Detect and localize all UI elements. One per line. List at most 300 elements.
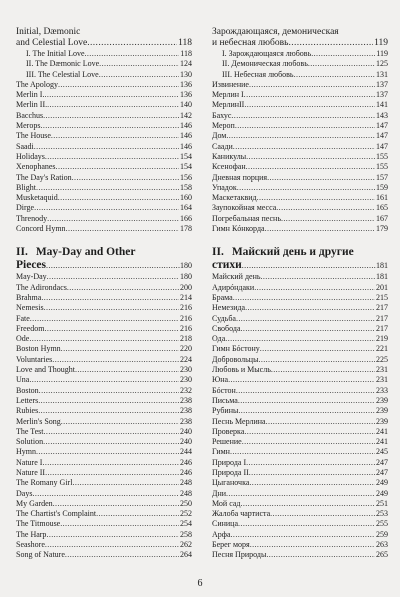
dot-leader — [46, 530, 179, 540]
toc-entry — [212, 303, 388, 313]
toc-entry — [212, 344, 388, 354]
toc-entry-page: 245 — [376, 447, 388, 457]
toc-entry-title: Рубины — [212, 406, 239, 416]
toc-entry — [212, 478, 388, 488]
dot-leader — [47, 272, 179, 282]
toc-entry-title: The Apology — [16, 79, 58, 89]
toc-entry-page: 142 — [180, 110, 192, 120]
toc-entry-page: 136 — [180, 79, 192, 89]
toc-entry — [16, 499, 192, 509]
toc-entry-title: The Romany Girl — [16, 478, 73, 488]
toc-entry-title: Ксенофан — [212, 162, 246, 172]
toc-entry-page: 246 — [180, 467, 192, 477]
toc-entry — [16, 344, 192, 354]
dot-leader — [231, 111, 375, 121]
toc-entry — [16, 131, 192, 141]
dot-leader — [244, 427, 375, 437]
dot-leader — [44, 90, 179, 100]
toc-entry — [212, 183, 388, 193]
toc-entry — [16, 509, 192, 519]
toc-entry-title: II. The Dæmonic Love — [26, 59, 100, 69]
dot-leader — [238, 519, 375, 529]
dot-leader — [56, 162, 179, 172]
toc-entry-page: 161 — [376, 193, 388, 203]
toc-entry — [16, 489, 192, 499]
toc-entry-title: Rubies — [16, 406, 39, 416]
toc-entry-page: 137 — [376, 79, 388, 89]
toc-entry — [212, 162, 388, 172]
toc-entry-title: Судьба — [212, 313, 236, 323]
dot-leader — [238, 396, 375, 406]
dot-leader — [96, 509, 179, 519]
toc-entry — [212, 365, 388, 375]
dot-leader — [44, 324, 179, 334]
dot-leader — [233, 142, 375, 152]
toc-entry — [16, 183, 192, 193]
toc-entry-title: Дом — [212, 131, 227, 141]
toc-entry-page: 146 — [180, 131, 192, 141]
toc-entry — [16, 214, 192, 224]
toc-entry-title: Природа II — [212, 467, 249, 477]
toc-entry — [16, 303, 192, 313]
toc-entry-title: Дневная порция — [212, 172, 268, 182]
toc-entry-page: 224 — [180, 354, 192, 364]
dot-leader — [61, 344, 179, 354]
toc-entry — [16, 478, 192, 488]
toc-entry-title: Песнь Мерлина — [212, 416, 266, 426]
toc-entry — [212, 142, 388, 152]
toc-entry-title: II. Демоническая любовь — [222, 59, 308, 69]
toc-entry — [212, 437, 388, 447]
toc-entry-page: 178 — [180, 224, 192, 234]
toc-entry-title: Мероп — [212, 121, 235, 131]
toc-entry-title: I. Зарождающаяся любовь — [222, 49, 312, 58]
dot-leader — [65, 550, 179, 560]
toc-entry — [16, 49, 192, 59]
toc-entry-title: Freedom — [16, 323, 45, 333]
toc-entry-page: 240 — [180, 426, 192, 436]
section-title-line2: Pieces — [16, 259, 47, 272]
dot-leader — [87, 38, 177, 49]
toc-entry-title: Holidays — [16, 151, 45, 161]
toc-entry-page: 118 — [180, 49, 192, 58]
toc-entry-title: Юна — [212, 375, 229, 385]
toc-entry-page: 164 — [180, 203, 192, 213]
toc-entry-title: Nature II — [16, 467, 46, 477]
dot-leader — [41, 293, 179, 303]
toc-entry-page: 154 — [180, 162, 192, 172]
toc-entry-title: Свобода — [212, 323, 241, 333]
toc-entry-page: 118 — [178, 38, 192, 48]
toc-entry-page: 249 — [376, 478, 388, 488]
toc-entry — [16, 406, 192, 416]
toc-entry-title: Гимн Кóнкорда — [212, 224, 265, 234]
toc-entry — [16, 396, 192, 406]
toc-entry-title: Арфа — [212, 529, 231, 539]
toc-entry — [16, 100, 192, 110]
dot-leader — [58, 80, 179, 90]
toc-entry-title: Мой сад — [212, 498, 241, 508]
toc-entry-page: 200 — [180, 282, 192, 292]
toc-entry-title: Hymn — [16, 447, 36, 457]
toc-entry — [16, 468, 192, 478]
toc-entry-page: 157 — [376, 172, 388, 182]
toc-entry-title: Цыганочка — [212, 478, 250, 488]
toc-entry-page: 248 — [180, 478, 192, 488]
dot-leader — [47, 100, 179, 110]
toc-entry-page: 244 — [180, 447, 192, 457]
toc-entry-title: Добровольцы — [212, 354, 259, 364]
toc-entry — [16, 314, 192, 324]
toc-entry-page: 238 — [180, 395, 192, 405]
toc-entry-page: 239 — [376, 416, 388, 426]
toc-entry-title: Саади — [212, 141, 233, 151]
dot-leader — [66, 224, 179, 234]
toc-entry-page: 167 — [376, 213, 388, 223]
toc-entry-page: 137 — [376, 90, 388, 100]
toc-entry-title: Берег моря — [212, 540, 250, 550]
toc-section-list — [16, 272, 192, 560]
toc-entry-page: 247 — [376, 467, 388, 477]
toc-entry-page: 131 — [376, 69, 388, 79]
toc-entry-page: 230 — [180, 375, 192, 385]
toc-entry-page: 215 — [376, 292, 388, 302]
toc-title-line: Initial, Dæmonic — [16, 27, 81, 37]
toc-entry-title: Merops — [16, 121, 41, 131]
toc-entry-title: My Garden — [16, 498, 53, 508]
toc-entry-title: Проверка — [212, 426, 245, 436]
toc-entry-page: 264 — [180, 550, 192, 560]
toc-entry — [16, 283, 192, 293]
toc-entry — [16, 365, 192, 375]
dot-leader — [39, 386, 179, 396]
toc-entry-page: 218 — [180, 334, 192, 344]
toc-entry-page: 239 — [376, 406, 388, 416]
toc-entry — [16, 293, 192, 303]
toc-entry-page: 263 — [376, 540, 388, 550]
toc-entry-title: Merlin I. — [16, 90, 45, 100]
toc-entry-title: Маскетаквид — [212, 193, 257, 203]
dot-leader — [246, 162, 375, 172]
toc-entry-page: 156 — [180, 172, 192, 182]
dot-leader — [226, 489, 375, 499]
dot-leader — [42, 458, 179, 468]
dot-leader — [38, 396, 179, 406]
toc-entry-title: Boston Hymn — [16, 344, 61, 354]
dot-leader — [246, 152, 375, 162]
dot-leader — [99, 59, 179, 69]
toc-entry — [16, 550, 192, 560]
toc-entry-title: Threnody — [16, 213, 48, 223]
toc-entry-title: Musketaquid — [16, 193, 58, 203]
dot-leader — [53, 499, 179, 509]
toc-entry-page: 201 — [376, 282, 388, 292]
toc-entry-title: Song of Nature — [16, 550, 65, 560]
toc-entry — [16, 417, 192, 427]
toc-entry-title: Saadi — [16, 141, 34, 151]
toc-entry-page: 219 — [376, 334, 388, 344]
toc-entry-title: Природа I — [212, 457, 247, 467]
toc-entry — [16, 519, 192, 529]
english-toc-column — [16, 27, 192, 561]
toc-entry-title: Love and Thought — [16, 365, 75, 375]
toc-entry-title: III. Небесная любовь — [222, 69, 294, 79]
toc-entry-page: 146 — [180, 121, 192, 131]
toc-entry-title: Voluntaries — [16, 354, 53, 364]
toc-entry — [16, 530, 192, 540]
toc-entry-page: 230 — [180, 365, 192, 375]
dot-leader — [72, 478, 179, 488]
toc-entry — [212, 131, 388, 141]
dot-leader — [236, 314, 375, 324]
toc-entry-page: 247 — [376, 457, 388, 467]
toc-entry-title: Любовь и Мысль — [212, 365, 271, 375]
dot-leader — [241, 324, 375, 334]
toc-entry-page: 143 — [376, 110, 388, 120]
toc-entry — [16, 437, 192, 447]
toc-entry — [16, 355, 192, 365]
toc-entry — [212, 489, 388, 499]
toc-entry-title: Merlin's Song — [16, 416, 61, 426]
dot-leader — [45, 152, 179, 162]
toc-entry-title: Xenophanes — [16, 162, 56, 172]
toc-entry-page: 253 — [376, 509, 388, 519]
toc-entry — [16, 272, 192, 282]
toc-entry-title: Dirge — [16, 203, 35, 213]
dot-leader — [99, 70, 179, 80]
toc-entry-page: 217 — [376, 313, 388, 323]
toc-entry — [212, 293, 388, 303]
toc-entry-page: 140 — [180, 100, 192, 110]
dot-leader — [311, 49, 375, 59]
toc-entry — [16, 224, 192, 234]
toc-entry-title: Bacchus — [16, 110, 44, 120]
toc-section-list — [212, 272, 388, 560]
toc-entry-page: 136 — [180, 90, 192, 100]
dot-leader — [266, 550, 375, 560]
dot-leader — [36, 447, 179, 457]
toc-entry-page: 216 — [180, 313, 192, 323]
toc-entry-title: Бóстон — [212, 385, 236, 395]
toc-entry — [212, 417, 388, 427]
toc-entry-page: 217 — [376, 323, 388, 333]
toc-entry-page: 179 — [376, 224, 388, 234]
dot-leader — [46, 259, 180, 272]
toc-entry-title: Упадок — [212, 182, 237, 192]
section-page: 181 — [376, 261, 388, 271]
toc-entry — [16, 193, 192, 203]
toc-entry-page: 238 — [180, 416, 192, 426]
dot-leader — [61, 417, 179, 427]
toc-entry — [16, 162, 192, 172]
dot-leader — [29, 334, 179, 344]
dot-leader — [294, 70, 375, 80]
toc-entry — [212, 152, 388, 162]
dot-leader — [43, 437, 179, 447]
toc-entry-page: 217 — [376, 303, 388, 313]
toc-entry-title: The Titmouse — [16, 519, 61, 529]
toc-entry — [212, 499, 388, 509]
dot-leader — [60, 519, 179, 529]
dot-leader — [44, 427, 179, 437]
toc-entry-page: 232 — [180, 385, 192, 395]
dot-leader — [271, 365, 375, 375]
toc-entry-page: 155 — [376, 162, 388, 172]
toc-entry — [16, 447, 192, 457]
dot-leader — [36, 183, 179, 193]
toc-entry-page: 130 — [180, 69, 192, 79]
toc-entry-title: и небесная любовь — [212, 38, 289, 48]
toc-entry — [16, 152, 192, 162]
toc-entry-title: Solution — [16, 437, 44, 447]
toc-entry-title: May-Day — [16, 272, 47, 282]
toc-entry-page: 180 — [180, 272, 192, 282]
toc-entry — [212, 314, 388, 324]
dot-leader — [266, 417, 375, 427]
dot-leader — [236, 386, 375, 396]
toc-entry-page: 158 — [180, 182, 192, 192]
toc-entry — [212, 283, 388, 293]
dot-leader — [233, 293, 375, 303]
toc-entry — [212, 193, 388, 203]
toc-entry — [212, 396, 388, 406]
dot-leader — [308, 59, 375, 69]
toc-entry-page: 246 — [180, 457, 192, 467]
dot-leader — [270, 509, 375, 519]
toc-entry — [212, 49, 388, 59]
dot-leader — [58, 193, 179, 203]
russian-toc-column — [212, 27, 388, 561]
toc-entry — [212, 386, 388, 396]
toc-entry-page: 147 — [376, 121, 388, 131]
toc-entry-page: 124 — [180, 59, 192, 69]
toc-entry-page: 119 — [374, 38, 388, 48]
toc-entry-page: 181 — [376, 272, 388, 282]
dot-leader — [32, 489, 179, 499]
toc-top-list — [16, 38, 192, 234]
dot-leader — [249, 80, 375, 90]
toc-entry-page: 216 — [180, 303, 192, 313]
toc-entry-title: Concord Hymn — [16, 224, 66, 234]
dot-leader — [260, 344, 375, 354]
toc-entry-page: 147 — [376, 141, 388, 151]
toc-entry-title: Una — [16, 375, 30, 385]
toc-entry — [16, 80, 192, 90]
toc-entry-title: Брама — [212, 292, 233, 302]
toc-entry-page: 255 — [376, 519, 388, 529]
toc-entry — [16, 142, 192, 152]
dot-leader — [258, 355, 375, 365]
toc-entry-page: 231 — [376, 375, 388, 385]
toc-entry — [212, 468, 388, 478]
toc-entry-page: 225 — [376, 354, 388, 364]
toc-entry — [16, 375, 192, 385]
toc-entry-page: 155 — [376, 151, 388, 161]
toc-entry-page: 262 — [180, 540, 192, 550]
dot-leader — [281, 214, 375, 224]
toc-entry-page: 146 — [180, 141, 192, 151]
toc-entry — [212, 355, 388, 365]
toc-entry-page: 141 — [376, 100, 388, 110]
toc-entry — [212, 38, 388, 49]
toc-entry-page: 240 — [180, 437, 192, 447]
toc-entry — [212, 375, 388, 385]
toc-entry-title: III. The Celestial Love — [26, 69, 99, 79]
dot-leader — [85, 49, 180, 59]
toc-entry-title: Заупокойная месса — [212, 203, 277, 213]
toc-entry-title: Seashore — [16, 540, 45, 550]
toc-entry-page: 125 — [376, 59, 388, 69]
toc-entry-title: The Day's Ration — [16, 172, 72, 182]
toc-entry-title: Жалоба чартиста — [212, 509, 271, 519]
toc-entry-page: 252 — [180, 509, 192, 519]
toc-entry — [212, 70, 388, 80]
section-page: 180 — [180, 261, 192, 271]
toc-entry-title: Nature I — [16, 457, 43, 467]
toc-entry-title: Гимн — [212, 447, 230, 457]
dot-leader — [249, 468, 375, 478]
dot-leader — [257, 193, 375, 203]
toc-entry-page: 221 — [376, 344, 388, 354]
toc-entry — [212, 530, 388, 540]
section-title-continuation — [16, 259, 192, 272]
toc-entry-title: МерлинII — [212, 100, 245, 110]
dot-leader — [250, 540, 375, 550]
dot-leader — [230, 447, 375, 457]
toc-entry-title: The Test — [16, 426, 44, 436]
toc-entry — [212, 550, 388, 560]
toc-entry — [16, 334, 192, 344]
toc-entry-page: 160 — [180, 193, 192, 203]
toc-entry-page: 216 — [180, 323, 192, 333]
dot-leader — [249, 478, 375, 488]
toc-entry-page: 248 — [180, 488, 192, 498]
dot-leader — [244, 90, 375, 100]
toc-entry-page: 231 — [376, 365, 388, 375]
toc-entry-title: Boston — [16, 385, 39, 395]
dot-leader — [254, 283, 375, 293]
toc-entry-page: 154 — [180, 151, 192, 161]
toc-entry-title: I. The Initial Love — [26, 49, 85, 58]
toc-entry-title: Синица — [212, 519, 239, 529]
dot-leader — [267, 173, 375, 183]
dot-leader — [228, 375, 375, 385]
toc-entry-title: Каникулы — [212, 151, 247, 161]
toc-entry — [212, 173, 388, 183]
toc-entry — [212, 121, 388, 131]
toc-entry-title: Песня Природы — [212, 550, 267, 560]
toc-entry-title: The House — [16, 131, 51, 141]
dot-leader — [43, 111, 179, 121]
toc-entry — [212, 324, 388, 334]
toc-entry-page: 241 — [376, 426, 388, 436]
dot-leader — [34, 142, 179, 152]
toc-top-list — [212, 38, 388, 234]
dot-leader — [45, 540, 179, 550]
toc-entry-title: Мерлин I — [212, 90, 244, 100]
dot-leader — [246, 458, 375, 468]
dot-leader — [51, 131, 179, 141]
dot-leader — [45, 468, 179, 478]
toc-entry-title: Fate — [16, 313, 30, 323]
dot-leader — [52, 355, 179, 365]
toc-entry-page: 214 — [180, 292, 192, 302]
section-heading — [16, 245, 192, 259]
toc-entry — [16, 540, 192, 550]
toc-entry-title: Дни — [212, 488, 227, 498]
dot-leader — [237, 183, 375, 193]
toc-entry-title: Майский день — [212, 272, 261, 282]
